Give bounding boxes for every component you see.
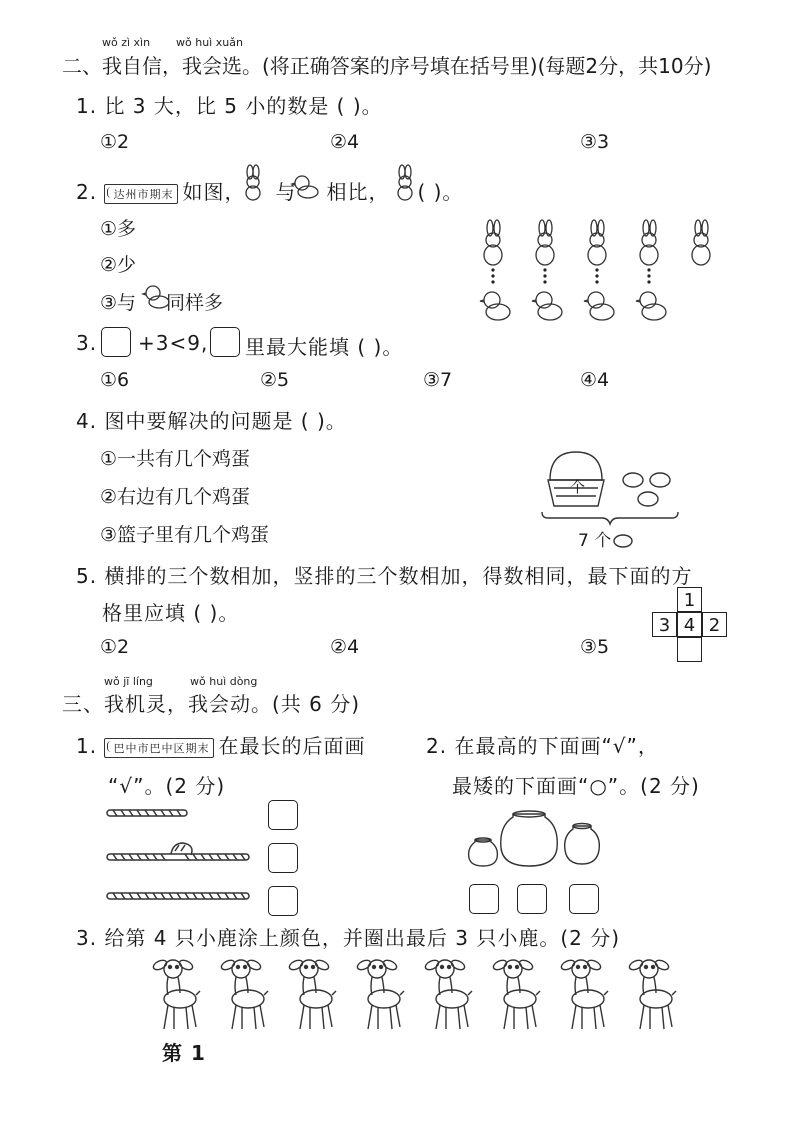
q5-option-1[interactable]: ①2 bbox=[100, 636, 130, 658]
egg-basket-figure bbox=[540, 450, 680, 525]
q2-mid: 与 bbox=[275, 180, 297, 204]
deer-row bbox=[150, 955, 670, 1035]
basket-label: 个 bbox=[570, 478, 586, 496]
chick-icon bbox=[584, 292, 614, 320]
deer-icon[interactable] bbox=[558, 955, 610, 1033]
answer-box[interactable] bbox=[268, 886, 298, 916]
q2-option-2[interactable]: ②少 bbox=[100, 254, 137, 276]
q4-option-2[interactable]: ②右边有几个鸡蛋 bbox=[100, 486, 251, 508]
deer-icon[interactable] bbox=[626, 955, 678, 1033]
q4-option-1[interactable]: ①一共有几个鸡蛋 bbox=[100, 448, 251, 470]
s3q1-line2: “√”。(2 分) bbox=[108, 774, 226, 798]
section-2-title: 二、我自信，我会选。(将正确答案的序号填在括号里)(每题2分，共10分) bbox=[62, 54, 712, 78]
first-deer-label: 第 1 bbox=[162, 1041, 206, 1065]
deer-icon[interactable] bbox=[150, 955, 202, 1033]
rabbit-icon bbox=[640, 220, 658, 265]
q3-option-3[interactable]: ③7 bbox=[423, 369, 453, 391]
grid-cell-right: 2 bbox=[702, 612, 727, 637]
q4-option-3[interactable]: ③篮子里有几个鸡蛋 bbox=[100, 524, 270, 546]
q2-option-3[interactable]: ③与 同样多 bbox=[100, 292, 224, 314]
deer-icon[interactable] bbox=[490, 955, 542, 1033]
deer-icon[interactable] bbox=[354, 955, 406, 1033]
rabbit-icon bbox=[692, 220, 710, 265]
grid-cell-bottom[interactable] bbox=[677, 637, 702, 662]
s3q2-line2: 最矮的下面画“○”。(2 分) bbox=[452, 774, 700, 798]
q5-line1: 5. 横排的三个数相加，竖排的三个数相加，得数相同，最下面的方 bbox=[76, 564, 693, 588]
q3-num: 3. bbox=[76, 331, 98, 355]
deer-icon[interactable] bbox=[286, 955, 338, 1033]
total-label: 7 个 bbox=[578, 526, 633, 551]
blank-circle-icon bbox=[613, 534, 633, 548]
q2-source-tag: 达州市期末 bbox=[104, 184, 178, 204]
q5-line2: 格里应填 ( )。 bbox=[102, 601, 240, 625]
rabbit-icon bbox=[484, 220, 502, 265]
s3q2-line1: 2. 在最高的下面画“√”， bbox=[426, 734, 659, 758]
rabbits-chicks-figure bbox=[478, 218, 718, 328]
q3-text: 里最大能填 ( )。 bbox=[245, 335, 404, 359]
q1-text: 1. 比 3 大，比 5 小的数是 ( )。 bbox=[76, 94, 383, 118]
q2-option-1[interactable]: ①多 bbox=[100, 218, 137, 240]
rabbit-icon bbox=[588, 220, 606, 265]
section-3-title: 三、我机灵，我会动。(共 6 分) bbox=[62, 692, 361, 716]
chick-icon bbox=[636, 292, 666, 320]
q2-line: 2. 达州市期末 如图， 与 相比， ( )。 bbox=[76, 180, 464, 204]
q1-option-3[interactable]: ③3 bbox=[580, 131, 610, 153]
s3q3-text: 3. 给第 4 只小鹿涂上颜色，并圈出最后 3 只小鹿。(2 分) bbox=[76, 926, 621, 950]
rabbit-icon bbox=[392, 165, 418, 201]
q3-option-4[interactable]: ④4 bbox=[580, 369, 610, 391]
q3-option-1[interactable]: ①6 bbox=[100, 369, 130, 391]
q5-option-2[interactable]: ②4 bbox=[330, 636, 360, 658]
answer-box[interactable] bbox=[268, 800, 298, 830]
ropes-figure bbox=[105, 805, 265, 905]
deer-icon[interactable] bbox=[422, 955, 474, 1033]
pinyin-wo-zi-xin: wǒ zì xìn bbox=[102, 36, 151, 49]
q5-option-3[interactable]: ③5 bbox=[580, 636, 610, 658]
chick-icon bbox=[292, 174, 322, 200]
pinyin-wo-ji-ling: wǒ jī líng bbox=[104, 675, 153, 688]
answer-box[interactable] bbox=[569, 884, 599, 914]
chick-icon bbox=[143, 284, 173, 310]
jars-figure bbox=[465, 810, 605, 870]
q1-option-2[interactable]: ②4 bbox=[330, 131, 360, 153]
chick-icon bbox=[480, 292, 510, 320]
grid-cell-center: 4 bbox=[677, 612, 702, 637]
q2-pre: 如图， bbox=[182, 180, 246, 204]
q4-text: 4. 图中要解决的问题是 ( )。 bbox=[76, 409, 347, 433]
q2-blank: ( )。 bbox=[417, 180, 464, 204]
q1-option-1[interactable]: ①2 bbox=[100, 131, 130, 153]
grid-cell-left: 3 bbox=[652, 612, 677, 637]
rabbit-icon bbox=[536, 220, 554, 265]
q2-post: 相比， bbox=[326, 180, 390, 204]
s3q1-source-tag: 巴中市巴中区期末 bbox=[104, 738, 214, 758]
answer-box[interactable] bbox=[517, 884, 547, 914]
q3-expr: +3<9, bbox=[138, 331, 209, 355]
s3q1-line1: 1. 巴中市巴中区期末 在最长的后面画 bbox=[76, 734, 366, 758]
pinyin-wo-hui-dong: wǒ huì dòng bbox=[190, 675, 258, 688]
deer-icon[interactable] bbox=[218, 955, 270, 1033]
rabbit-icon bbox=[240, 165, 266, 201]
pinyin-wo-hui-xuan: wǒ huì xuǎn bbox=[176, 36, 243, 49]
answer-box[interactable] bbox=[210, 327, 240, 357]
answer-box[interactable] bbox=[101, 327, 131, 357]
q3-option-2[interactable]: ②5 bbox=[260, 369, 290, 391]
answer-box[interactable] bbox=[268, 843, 298, 873]
grid-cell-top: 1 bbox=[677, 587, 702, 612]
answer-box[interactable] bbox=[469, 884, 499, 914]
chick-icon bbox=[532, 292, 562, 320]
